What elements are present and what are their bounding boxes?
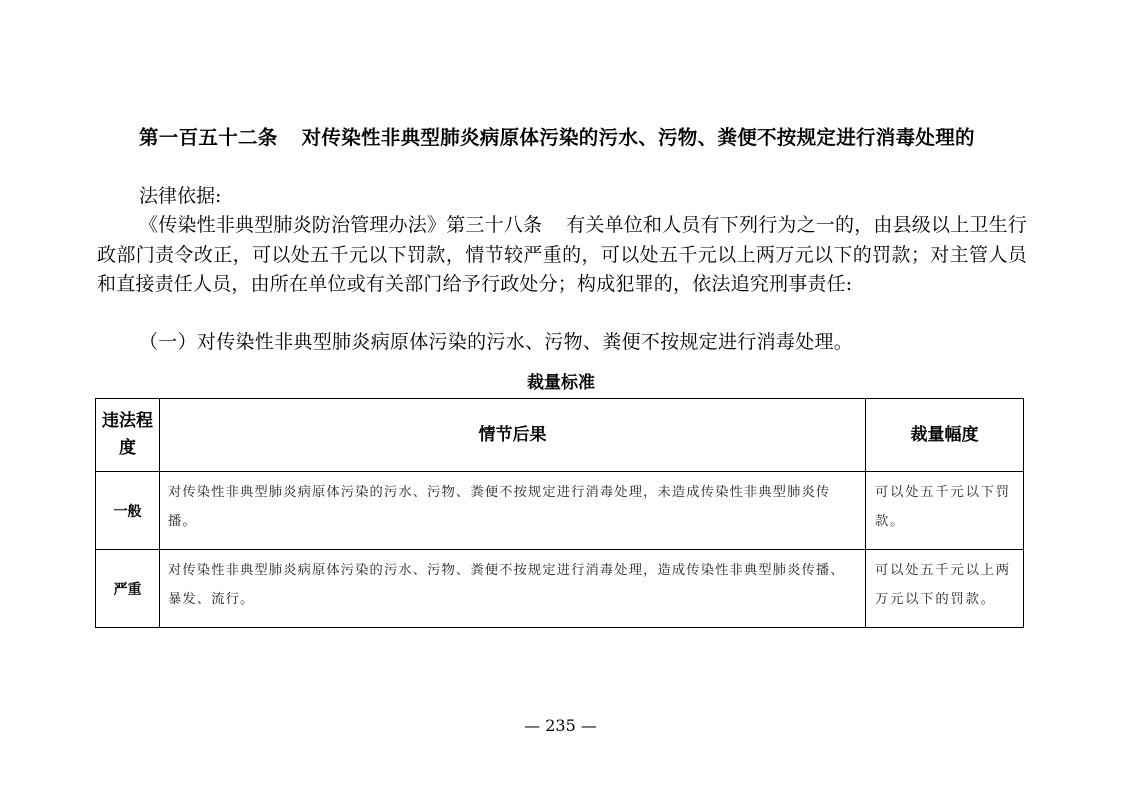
legal-item: （一）对传染性非典型肺炎病原体污染的污水、污物、粪便不按规定进行消毒处理。 bbox=[139, 331, 854, 353]
header-range: 裁量幅度 bbox=[866, 399, 1024, 472]
row-range: 可以处五千元以下罚款。 bbox=[866, 472, 1024, 550]
article-title bbox=[97, 123, 1027, 152]
header-circumstances: 情节后果 bbox=[160, 399, 866, 472]
row-level: 一般 bbox=[96, 472, 160, 550]
row-circumstances: 对传染性非典型肺炎病原体污染的污水、污物、粪便不按规定进行消毒处理，造成传染性非典型肺炎传播、暴发、流行。 bbox=[160, 550, 866, 628]
table-caption: 裁量标准 bbox=[527, 373, 595, 393]
article-heading: 对传染性非典型肺炎病原体污染的污水、污物、粪便不按规定进行消毒处理的 bbox=[301, 126, 975, 149]
row-level: 严重 bbox=[96, 550, 160, 628]
legal-basis-label: 法律依据: bbox=[139, 185, 222, 207]
article-number: 第一百五十二条 bbox=[139, 126, 278, 149]
legal-provision-text: 有关单位和人员有下列行为之一的，由县级以上卫生行政部门责令改正，可以处五千元以下罚款，情节较严重的，可以处五千元以上两万元以下的罚款；对主管人员和直接责任人员，由所在单位或有关部门给予行政处分；构成犯罪的，依法追究刑事责任: bbox=[97, 214, 1028, 295]
table-row bbox=[96, 550, 1024, 628]
row-range: 可以处五千元以上两万元以下的罚款。 bbox=[866, 550, 1024, 628]
legal-source: 《传染性非典型肺炎防治管理办法》第三十八条 bbox=[139, 214, 543, 236]
page-number: — 235 — bbox=[524, 716, 597, 735]
header-level: 违法程度 bbox=[96, 399, 160, 472]
legal-basis-paragraph bbox=[97, 211, 1027, 300]
row-circumstances: 对传染性非典型肺炎病原体污染的污水、污物、粪便不按规定进行消毒处理，未造成传染性非典型肺炎传播。 bbox=[160, 472, 866, 550]
table-header-row bbox=[96, 399, 1024, 472]
table-row bbox=[96, 472, 1024, 550]
discretion-standard-table bbox=[95, 398, 1024, 628]
